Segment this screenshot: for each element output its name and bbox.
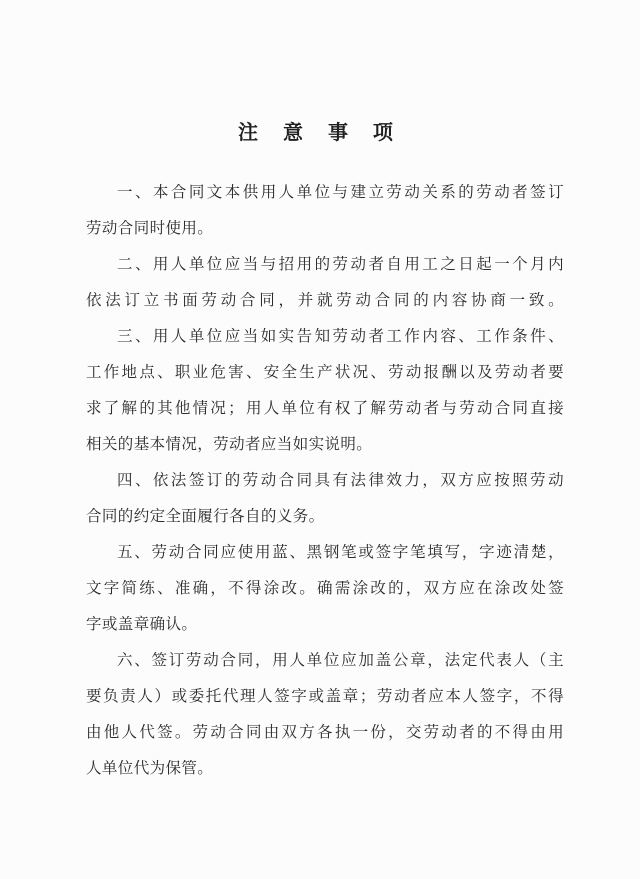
paragraph-line: 工作地点、职业危害、安全生产状况、劳动报酬以及劳动者要: [86, 363, 564, 381]
paragraph-line: 求了解的其他情况；用人单位有权了解劳动者与劳动合同直接: [86, 399, 564, 417]
paragraph-line: 五、劳动合同应使用蓝、黑钢笔或签字笔填写，字迹清楚，: [117, 543, 564, 561]
paragraph-4: [86, 462, 564, 534]
paragraph-line: 要负责人）或委托代理人签字或盖章；劳动者应本人签字，不得: [86, 687, 564, 705]
paragraph-line: 相关的基本情况，劳动者应当如实说明。: [86, 435, 373, 453]
paragraph-line: 人单位代为保管。: [86, 759, 214, 777]
paragraph-2: [86, 246, 564, 318]
paragraph-line: 合同的约定全面履行各自的义务。: [86, 507, 325, 525]
paragraph-line: 六、签订劳动合同，用人单位应加盖公章，法定代表人（主: [117, 651, 564, 669]
paragraph-line: 依法订立书面劳动合同，并就劳动合同的内容协商一致。: [86, 291, 564, 309]
paragraph-line: 二、用人单位应当与招用的劳动者自用工之日起一个月内: [117, 255, 564, 273]
paragraph-6: [86, 642, 564, 786]
paragraph-line: 字或盖章确认。: [86, 615, 198, 633]
paragraph-line: 文字简练、准确，不得涂改。确需涂改的，双方应在涂改处签: [86, 579, 564, 597]
paragraph-5: [86, 534, 564, 642]
paragraph-1: [86, 174, 564, 246]
paragraph-line: 劳动合同时使用。: [86, 219, 214, 237]
paragraph-line: 四、依法签订的劳动合同具有法律效力，双方应按照劳动: [117, 471, 564, 489]
notice-body: [86, 174, 564, 786]
paragraph-line: 由他人代签。劳动合同由双方各执一份，交劳动者的不得由用: [86, 723, 564, 741]
paragraph-3: [86, 318, 564, 462]
page-title: 注 意 事 项: [238, 120, 402, 144]
paragraph-line: 三、用人单位应当如实告知劳动者工作内容、工作条件、: [117, 327, 564, 345]
paragraph-line: 一、本合同文本供用人单位与建立劳动关系的劳动者签订: [117, 183, 564, 201]
